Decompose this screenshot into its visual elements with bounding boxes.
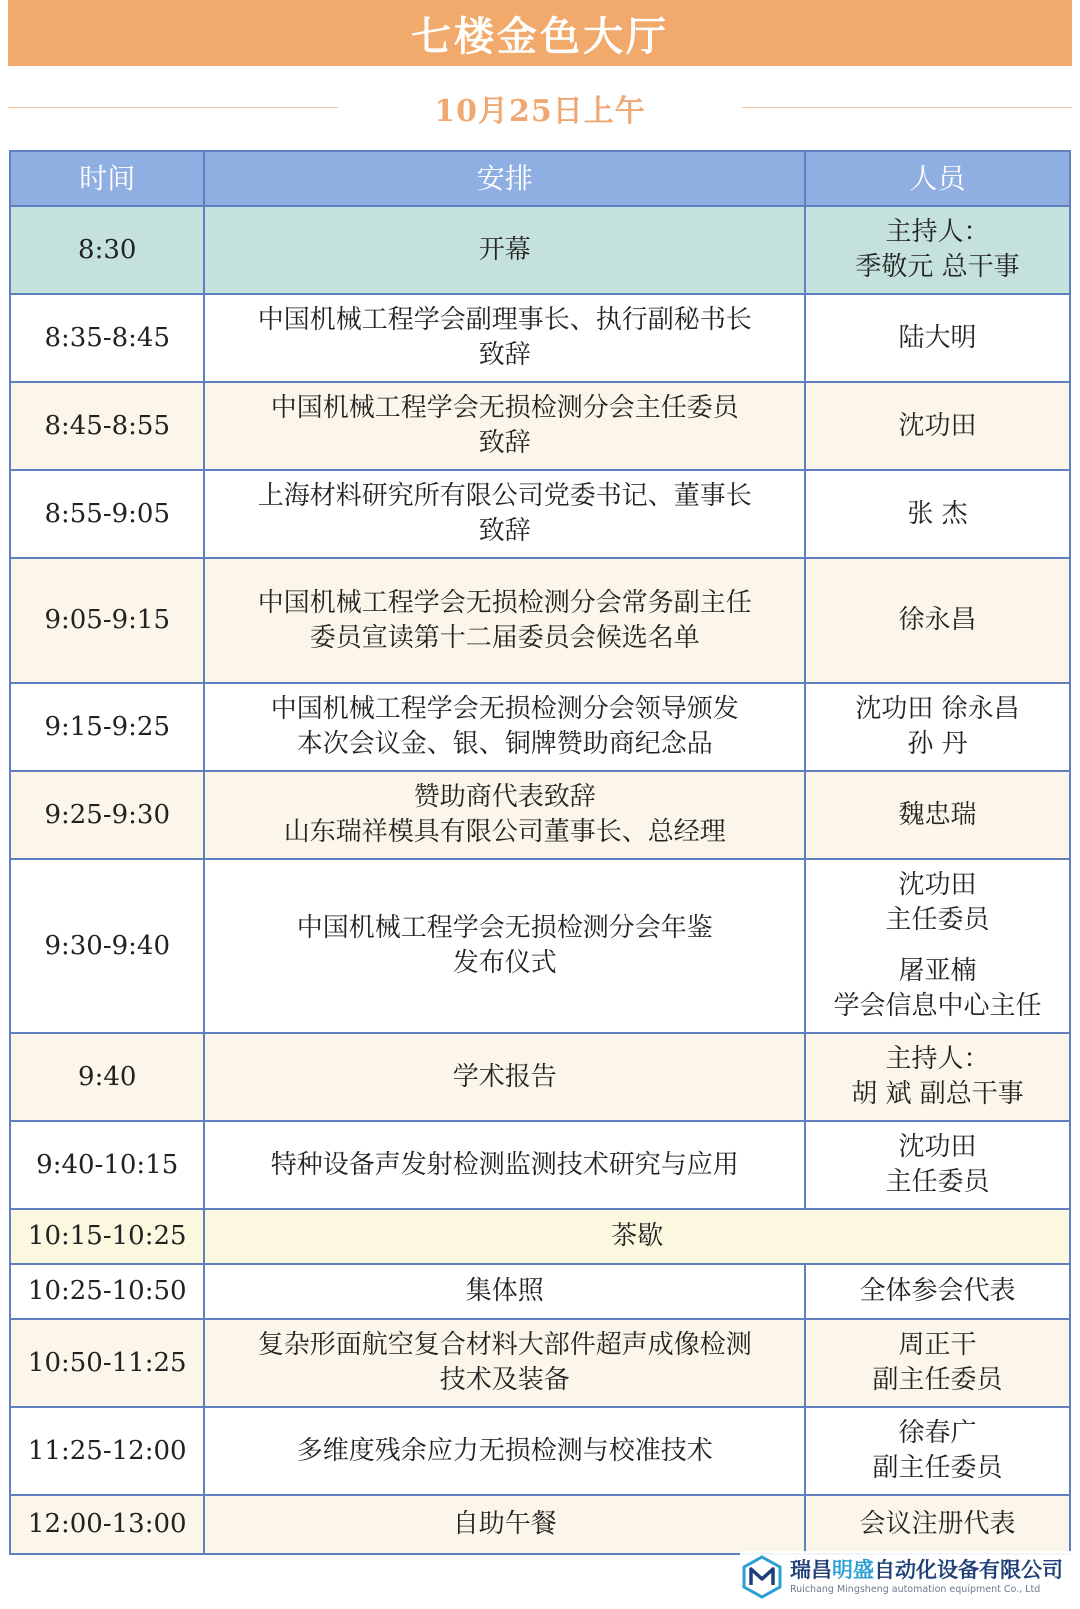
row-agenda xyxy=(204,206,805,294)
row-time: 9:25-9:30 xyxy=(10,771,204,859)
agenda-line: 开幕 xyxy=(478,234,531,265)
table-row xyxy=(10,1121,1070,1209)
agenda-line: 本次会议金、银、铜牌赞助商纪念品 xyxy=(296,729,713,759)
table-row xyxy=(10,1495,1070,1554)
row-people xyxy=(805,294,1070,382)
date-row xyxy=(8,80,1072,136)
agenda-line: 特种设备声发射检测监测技术研究与应用 xyxy=(270,1149,739,1180)
people-line: 季敬元 总干事 xyxy=(855,252,1020,282)
agenda-line: 茶歇 xyxy=(611,1221,664,1251)
people-line: 主任委员 xyxy=(885,1167,990,1197)
row-time: 8:45-8:55 xyxy=(10,382,204,470)
row-people xyxy=(805,470,1070,558)
people-line: 学会信息中心主任 xyxy=(833,991,1042,1021)
company-name-part: 自动化设备有限公司 xyxy=(874,1557,1063,1582)
row-people xyxy=(805,558,1070,683)
row-agenda xyxy=(204,771,805,859)
row-time: 10:15-10:25 xyxy=(10,1209,204,1264)
company-logo-icon xyxy=(740,1555,784,1599)
agenda-line: 自助午餐 xyxy=(452,1509,557,1539)
agenda-line: 多维度残余应力无损检测与校准技术 xyxy=(296,1435,713,1466)
table-row xyxy=(10,206,1070,294)
table-row xyxy=(10,1033,1070,1121)
row-agenda xyxy=(204,1407,805,1495)
row-people xyxy=(805,1033,1070,1121)
row-time: 9:15-9:25 xyxy=(10,683,204,771)
table-row xyxy=(10,470,1070,558)
people-line: 主持人： xyxy=(885,1044,990,1074)
row-agenda xyxy=(204,683,805,771)
row-agenda xyxy=(204,1121,805,1209)
people-line: 主任委员 xyxy=(885,905,990,935)
row-people xyxy=(805,859,1070,1033)
company-name-block xyxy=(790,1557,1063,1595)
hall-title: 七楼金色大厅 xyxy=(411,12,669,60)
people-line: 全体参会代表 xyxy=(859,1276,1016,1306)
people-line: 张 杰 xyxy=(907,498,968,529)
row-agenda xyxy=(204,1033,805,1121)
row-agenda xyxy=(204,859,805,1033)
row-people xyxy=(805,1495,1070,1554)
table-row xyxy=(10,683,1070,771)
row-agenda xyxy=(204,382,805,470)
agenda-line: 中国机械工程学会无损检测分会年鉴 xyxy=(296,913,713,943)
people-line: 沈功田 徐永昌 xyxy=(855,694,1020,724)
people-line: 徐永昌 xyxy=(898,605,977,635)
row-time: 11:25-12:00 xyxy=(10,1407,204,1495)
table-row-tea-break xyxy=(10,1209,1070,1264)
people-line: 魏忠瑞 xyxy=(898,799,977,830)
schedule-table xyxy=(9,150,1071,1555)
company-name-cn xyxy=(790,1557,1063,1582)
table-row xyxy=(10,771,1070,859)
agenda-line: 学术报告 xyxy=(452,1061,557,1092)
table-row xyxy=(10,382,1070,470)
agenda-line: 中国机械工程学会副理事长、执行副秘书长 xyxy=(257,305,752,335)
people-line: 副主任委员 xyxy=(872,1453,1003,1483)
table-row xyxy=(10,294,1070,382)
row-time: 9:30-9:40 xyxy=(10,859,204,1033)
company-watermark xyxy=(740,1551,1076,1603)
people-line: 主持人： xyxy=(885,217,990,247)
agenda-line: 中国机械工程学会无损检测分会领导颁发 xyxy=(270,694,739,724)
row-people xyxy=(805,1264,1070,1319)
row-time: 9:05-9:15 xyxy=(10,558,204,683)
row-people xyxy=(805,683,1070,771)
row-time: 9:40-10:15 xyxy=(10,1121,204,1209)
agenda-line: 技术及装备 xyxy=(439,1365,570,1395)
people-line: 沈功田 xyxy=(898,410,977,441)
agenda-line: 中国机械工程学会无损检测分会主任委员 xyxy=(270,393,739,423)
row-agenda xyxy=(204,1209,1070,1264)
row-people xyxy=(805,771,1070,859)
row-people xyxy=(805,1121,1070,1209)
agenda-line: 发布仪式 xyxy=(452,948,557,978)
agenda-line: 致辞 xyxy=(478,340,531,370)
table-row xyxy=(10,558,1070,683)
row-time: 12:00-13:00 xyxy=(10,1495,204,1554)
row-time: 10:25-10:50 xyxy=(10,1264,204,1319)
row-time: 9:40 xyxy=(10,1033,204,1121)
company-name-part: 瑞昌 xyxy=(790,1557,832,1582)
date-divider-right xyxy=(742,107,1072,108)
table-header-row xyxy=(10,151,1070,206)
row-agenda xyxy=(204,470,805,558)
date-divider-left xyxy=(8,107,338,108)
agenda-line: 中国机械工程学会无损检测分会常务副主任 xyxy=(257,587,752,618)
column-header-people: 人员 xyxy=(805,151,1070,206)
people-line: 会议注册代表 xyxy=(859,1509,1016,1539)
agenda-line: 致辞 xyxy=(478,428,531,458)
row-people xyxy=(805,382,1070,470)
row-people xyxy=(805,206,1070,294)
agenda-line: 复杂形面航空复合材料大部件超声成像检测 xyxy=(257,1330,752,1360)
company-name-en: Ruichang Mingsheng automation equipment Co., Ltd xyxy=(790,1583,1041,1595)
agenda-line: 上海材料研究所有限公司党委书记、董事长 xyxy=(257,481,752,511)
table-row xyxy=(10,1264,1070,1319)
table-row xyxy=(10,1407,1070,1495)
people-line: 胡 斌 副总干事 xyxy=(851,1079,1024,1109)
agenda-line: 山东瑞祥模具有限公司董事长、总经理 xyxy=(283,817,726,847)
row-time: 8:30 xyxy=(10,206,204,294)
row-time: 8:55-9:05 xyxy=(10,470,204,558)
row-time: 8:35-8:45 xyxy=(10,294,204,382)
row-time: 10:50-11:25 xyxy=(10,1319,204,1407)
table-row xyxy=(10,859,1070,1033)
company-name-accent: 明盛 xyxy=(832,1557,874,1582)
row-people xyxy=(805,1319,1070,1407)
row-agenda xyxy=(204,294,805,382)
table-row xyxy=(10,1319,1070,1407)
row-people xyxy=(805,1407,1070,1495)
agenda-line: 集体照 xyxy=(465,1276,544,1306)
row-agenda xyxy=(204,1319,805,1407)
row-agenda xyxy=(204,1264,805,1319)
people-line: 沈功田 xyxy=(898,870,977,900)
row-agenda xyxy=(204,1495,805,1554)
people-line: 陆大明 xyxy=(898,322,977,353)
people-line: 周正干 xyxy=(898,1330,977,1360)
agenda-line: 委员宣读第十二届委员会候选名单 xyxy=(309,622,700,653)
agenda-line: 致辞 xyxy=(478,516,531,546)
column-header-agenda: 安排 xyxy=(204,151,805,206)
people-line: 副主任委员 xyxy=(872,1365,1003,1395)
agenda-line: 赞助商代表致辞 xyxy=(413,782,596,812)
row-agenda xyxy=(204,558,805,683)
session-date: 10月25日上午 xyxy=(434,94,646,129)
hall-banner xyxy=(8,0,1072,66)
column-header-time: 时间 xyxy=(10,151,204,206)
people-line: 孙 丹 xyxy=(907,729,968,759)
people-line: 徐春广 xyxy=(898,1418,977,1448)
people-line: 屠亚楠 xyxy=(898,956,977,986)
people-line: 沈功田 xyxy=(898,1132,977,1162)
